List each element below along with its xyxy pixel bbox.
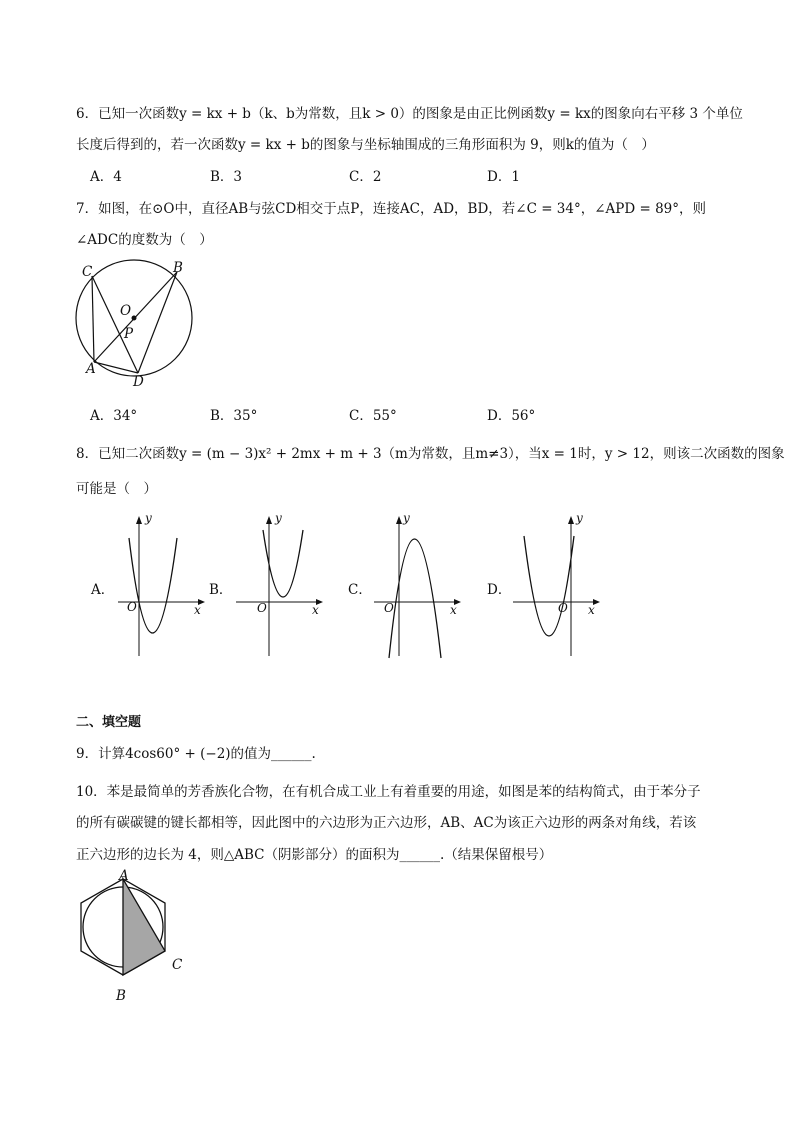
graph-d-o: O — [558, 601, 568, 615]
graph-b-o: O — [257, 601, 267, 615]
graph-c — [371, 510, 466, 662]
q6-option-b: B．3 — [210, 169, 243, 185]
q7-line2: ∠ADC的度数为（ ） — [76, 232, 213, 248]
label-b: B — [173, 260, 183, 276]
graph-b-label: B． — [209, 582, 233, 598]
q8-line1: 8．已知二次函数y = (m − 3)x² + 2mx + m + 3（m为常数，且m≠3），当x = 1时，y > 12，则该二次函数的图象 — [76, 446, 785, 462]
center-o — [132, 316, 137, 321]
label-o: O — [120, 303, 132, 319]
graph-c-o: O — [384, 601, 394, 615]
graph-a-label: A． — [91, 582, 115, 598]
graph-a-o: O — [127, 600, 137, 614]
section-title: 二、填空题 — [76, 715, 142, 730]
graph-b-x: x — [312, 603, 319, 617]
label-c: C — [82, 264, 93, 280]
q10-line1: 10．苯是最简单的芳香族化合物，在有机合成工业上有着重要的用途，如图是苯的结构简式，由于苯分子 — [76, 784, 701, 800]
q6-line1: 6．已知一次函数y = kx + b（k、b为常数，且k > 0）的图象是由正比例函数y = kx的图象向右平移 3 个单位 — [76, 106, 743, 122]
chord-ad — [94, 362, 138, 373]
label-d: D — [133, 374, 144, 390]
benzene-figure — [66, 870, 191, 995]
graph-c-label: C． — [348, 582, 372, 598]
graph-b — [233, 510, 328, 662]
q10-line2: 的所有碳碳键的键长都相等，因此图中的六边形为正六边形，AB、AC为该正六边形的两条对角线，若该 — [76, 815, 697, 831]
graph-a-x: x — [194, 603, 201, 617]
parabola — [129, 538, 177, 633]
q9-text: 9．计算4cos60° + (−2)的值为______. — [76, 746, 316, 762]
graph-a-y: y — [145, 511, 152, 525]
graph-c-y: y — [403, 511, 410, 525]
q6-option-d: D．1 — [487, 169, 520, 185]
graph-a — [115, 510, 210, 662]
q6-option-a: A．4 — [90, 169, 122, 185]
label-a: A — [86, 361, 96, 377]
graph-d — [510, 510, 605, 662]
label-c-hex: C — [172, 957, 183, 973]
y-arrow-icon — [568, 516, 574, 524]
y-arrow-icon — [396, 516, 402, 524]
q7-option-b: B．35° — [210, 408, 258, 424]
chord-ca — [92, 276, 94, 362]
y-arrow-icon — [266, 516, 272, 524]
graph-c-x: x — [450, 603, 457, 617]
label-p: P — [124, 326, 134, 342]
graph-d-x: x — [588, 603, 595, 617]
q6-line2: 长度后得到的，若一次函数y = kx + b的图象与坐标轴围成的三角形面积为 9，则k的值为（ ） — [76, 137, 655, 153]
y-arrow-icon — [136, 516, 142, 524]
chord-bd — [138, 272, 177, 373]
q7-option-d: D．56° — [487, 408, 536, 424]
q10-line3: 正六边形的边长为 4，则△ABC（阴影部分）的面积为______.（结果保留根号） — [76, 847, 553, 863]
parabola — [524, 536, 574, 636]
parabola — [389, 539, 441, 658]
q7-line1: 7．如图，在⊙O中，直径AB与弦CD相交于点P，连接AC，AD，BD，若∠C = 34°，∠APD = 89°，则 — [76, 201, 707, 217]
label-a-hex: A — [119, 868, 129, 884]
chord-cd — [92, 276, 138, 373]
q8-line2: 可能是（ ） — [76, 481, 157, 497]
graph-d-label: D． — [487, 582, 512, 598]
q6-option-c: C．2 — [349, 169, 382, 185]
q7-option-a: A．34° — [90, 408, 138, 424]
q7-option-c: C．55° — [349, 408, 397, 424]
label-b-hex: B — [116, 988, 126, 1004]
graph-d-y: y — [576, 511, 583, 525]
graph-b-y: y — [275, 511, 282, 525]
